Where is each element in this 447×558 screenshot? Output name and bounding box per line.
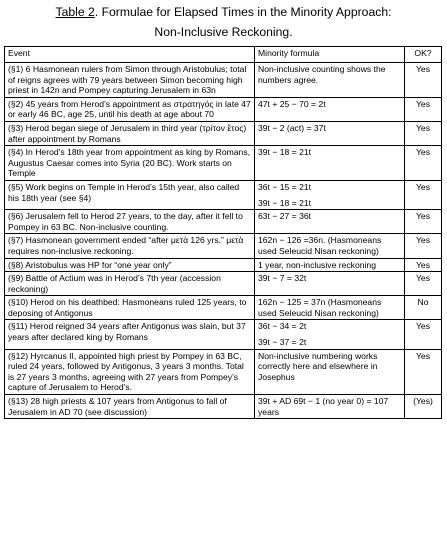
table-row xyxy=(5,272,442,296)
ok-cell: Yes xyxy=(405,210,442,234)
ok-cell: Yes xyxy=(405,258,442,272)
event-cell: (§4) In Herod’s 18th year from appointment as king by Romans, Augustus Caesar comes into Syria (20 BC). Work starts on Temple xyxy=(5,146,255,181)
header-ok: OK? xyxy=(405,47,442,63)
formula-line: 39t − 2 (act) = 37t xyxy=(258,122,326,133)
table-row xyxy=(5,395,442,419)
formula-line: 162n − 125 = 37n (Hasmoneans used Seleucid Nisan reckoning) xyxy=(258,297,382,318)
table-row xyxy=(5,97,442,121)
event-cell: (§1) 6 Hasmonean rulers from Simon through Aristobulus; total of reigns agrees with 79 years between Simon becoming high priest in 142n and Pompey capturing Jerusalem in 63n xyxy=(5,63,255,98)
formula-line: 63t − 27 = 36t xyxy=(258,211,312,222)
formula-line: Non-inclusive numbering works correctly here and elsewhere in Josephus xyxy=(258,350,378,382)
table-row xyxy=(5,146,442,181)
header-formula: Minority formula xyxy=(255,47,405,63)
table-title-text: . Formulae for Elapsed Times in the Minority Approach: xyxy=(94,5,392,19)
formula-line: 36t − 34 = 2t xyxy=(258,321,307,332)
formula-line: 39t + AD 69t − 1 (no year 0) = 107 years xyxy=(258,396,389,417)
table-row xyxy=(5,296,442,320)
formula-cell xyxy=(255,296,405,320)
event-cell: (§12) Hyrcanus II, appointed high priest by Pompey in 63 BC, ruled 24 years, followed by Antigonus, 3 years 3 months. Total is 27 years 3 months, agreeing with 27 years from Pompey’s capture of Jerusalem to Herod’s. xyxy=(5,349,255,394)
ok-cell: Yes xyxy=(405,121,442,145)
formula-line: 39t − 18 = 21t xyxy=(258,147,312,158)
formula-cell xyxy=(255,97,405,121)
formula-cell xyxy=(255,234,405,258)
ok-cell: Yes xyxy=(405,234,442,258)
formula-cell xyxy=(255,320,405,349)
formula-cell xyxy=(255,180,405,209)
event-cell: (§11) Herod reigned 34 years after Antigonus was slain, but 37 years after declared king by Romans xyxy=(5,320,255,349)
event-cell: (§5) Work begins on Temple in Herod’s 15th year, also called his 18th year (see §4) xyxy=(5,180,255,209)
formula-cell xyxy=(255,210,405,234)
formulae-table xyxy=(4,46,442,419)
ok-cell: Yes xyxy=(405,63,442,98)
table-row xyxy=(5,121,442,145)
ok-cell: (Yes) xyxy=(405,395,442,419)
event-cell: (§13) 28 high priests & 107 years from Antigonus to fall of Jerusalem in AD 70 (see discussion) xyxy=(5,395,255,419)
formula-line: 39t − 18 = 21t xyxy=(258,197,312,208)
ok-cell: Yes xyxy=(405,272,442,296)
formula-line: 39t − 7 = 32t xyxy=(258,273,307,284)
table-header-row xyxy=(5,47,442,63)
formula-cell xyxy=(255,272,405,296)
table-title xyxy=(4,4,443,21)
table-body xyxy=(5,63,442,419)
event-cell: (§6) Jerusalem fell to Herod 27 years, to the day, after it fell to Pompey in 63 BC. Non-inclusive counting. xyxy=(5,210,255,234)
event-cell: (§8) Aristobulus was HP for “one year only” xyxy=(5,258,255,272)
formula-cell xyxy=(255,349,405,394)
event-cell: (§10) Herod on his deathbed: Hasmoneans ruled 125 years, to deposing of Antigonus xyxy=(5,296,255,320)
ok-cell: Yes xyxy=(405,180,442,209)
header-event: Event xyxy=(5,47,255,63)
table-row xyxy=(5,320,442,349)
formula-line: 47t + 25 − 70 = 2t xyxy=(258,98,326,109)
ok-cell: Yes xyxy=(405,349,442,394)
table-row xyxy=(5,210,442,234)
formula-line: 162n − 126 =36n. (Hasmoneans used Seleucid Nisan reckoning) xyxy=(258,235,382,256)
table-row xyxy=(5,258,442,272)
event-cell: (§9) Battle of Actium was in Herod’s 7th year (accession reckoning) xyxy=(5,272,255,296)
ok-cell: No xyxy=(405,296,442,320)
formula-line: 36t − 15 = 21t xyxy=(258,181,312,192)
ok-cell: Yes xyxy=(405,320,442,349)
table-row xyxy=(5,63,442,98)
formula-cell xyxy=(255,258,405,272)
table-title-label: Table 2 xyxy=(55,5,95,19)
formula-line: Non-inclusive counting shows the numbers agree. xyxy=(258,64,386,85)
event-cell: (§2) 45 years from Herod’s appointment as στρατηγός in late 47 or early 46 BC, age 25, until his death at age about 70 xyxy=(5,97,255,121)
event-cell: (§3) Herod began siege of Jerusalem in third year (τρίτον ἔτος) after appointment by Romans xyxy=(5,121,255,145)
formula-cell xyxy=(255,395,405,419)
formula-line: 1 year, non-inclusive reckoning xyxy=(258,259,376,270)
table-row xyxy=(5,234,442,258)
ok-cell: Yes xyxy=(405,146,442,181)
event-cell: (§7) Hasmonean government ended “after μετὰ 126 yrs.” μετὰ requires non-inclusive reckoning. xyxy=(5,234,255,258)
table-subtitle: Non-Inclusive Reckoning. xyxy=(154,25,293,39)
formula-cell xyxy=(255,121,405,145)
formula-cell xyxy=(255,63,405,98)
table-row xyxy=(5,180,442,209)
formula-cell xyxy=(255,146,405,181)
table-row xyxy=(5,349,442,394)
formula-line: 39t − 37 = 2t xyxy=(258,337,307,348)
ok-cell: Yes xyxy=(405,97,442,121)
